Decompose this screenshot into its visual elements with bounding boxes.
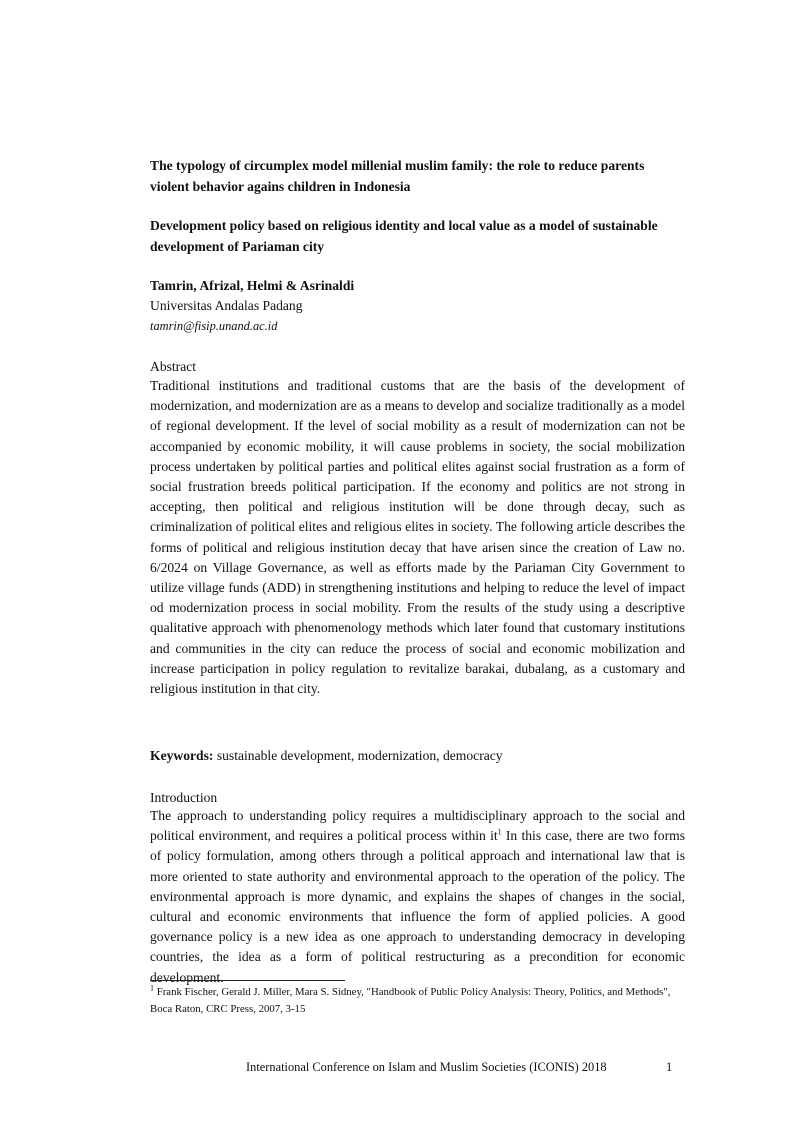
affiliation: Universitas Andalas Padang xyxy=(150,298,303,313)
keywords-text: sustainable development, modernization, democracy xyxy=(213,748,503,763)
footnote-marker: 1 xyxy=(150,983,154,993)
author-email: tamrin@fisip.unand.ac.id xyxy=(150,319,278,333)
keywords xyxy=(150,746,503,765)
page-footer: International Conference on Islam and Muslim Societies (ICONIS) 2018 xyxy=(246,1060,607,1074)
introduction-text xyxy=(150,806,685,988)
footnote xyxy=(150,984,685,1018)
page-number: 1 xyxy=(666,1060,673,1074)
footnote-text: Frank Fischer, Gerald J. Miller, Mara S. Sidney, "Handbook of Public Policy Analysis: Theory, Politics, and Methods", Boca Raton, CRC Press, 2007, 3-15 xyxy=(150,986,671,1015)
footnote-rule xyxy=(150,980,345,981)
intro-text-part-b: In this case, there are two forms of policy formulation, among others through a political approach and international law that is more oriented to state authority and environmental approach to the operation of the policy. The environmental approach is more dynamic, and explains the shapes of changes in the social, cultural and economic environments that influence the form of applied policies. A good governance policy is a new idea as one approach to understanding democracy in developing countries, the idea as a form of political restructuring as a precondition for economic development. xyxy=(150,828,685,985)
footnote-ref: 1 xyxy=(497,827,502,837)
abstract-text: Traditional institutions and traditional customs that are the basis of the development of modernization, and modernization are as a means to develop and socialize traditionally as a model of regional development. If the level of social mobility as a result of modernization can not be accompanied by economic mobility, it will cause problems in society, the social mobilization process undertaken by political parties and political elites against social frustration as a form of social frustration breeds political participation. If the economy and politics are not strong in accepting, then political and religious institution will be done through decay, such as criminalization of political elites and religious elites in society. The following article describes the forms of political and religious institution decay that have arisen since the creation of Law no. 6/2024 on Village Governance, as well as efforts made by the Pariaman City Government to utilize village funds (ADD) in strengthening institutions and helping to reduce the level of impact od modernization process in social mobility. From the results of the study using a descriptive qualitative approach with phenomenology methods which later found that customary institutions and communities in the city can reduce the process of social and economic mobilization and increase participation in policy regulation to revitalize barakai, dubalang, as a customary and religious institution in that city. xyxy=(150,378,685,697)
intro-text-part-a: The approach to understanding policy requires a multidisciplinary approach to the social and political environment, and requires a political process within it xyxy=(150,808,685,844)
paper-title-2: Development policy based on religious identity and local value as a model of sustainable development of Pariaman city xyxy=(150,218,658,254)
abstract-heading: Abstract xyxy=(150,359,197,374)
keywords-label: Keywords: xyxy=(150,748,214,763)
introduction-heading: Introduction xyxy=(150,790,218,805)
authors: Tamrin, Afrizal, Helmi & Asrinaldi xyxy=(150,278,355,293)
paper-title-1: The typology of circumplex model millenial muslim family: the role to reduce parents violent behavior agains children in Indonesia xyxy=(150,158,645,194)
